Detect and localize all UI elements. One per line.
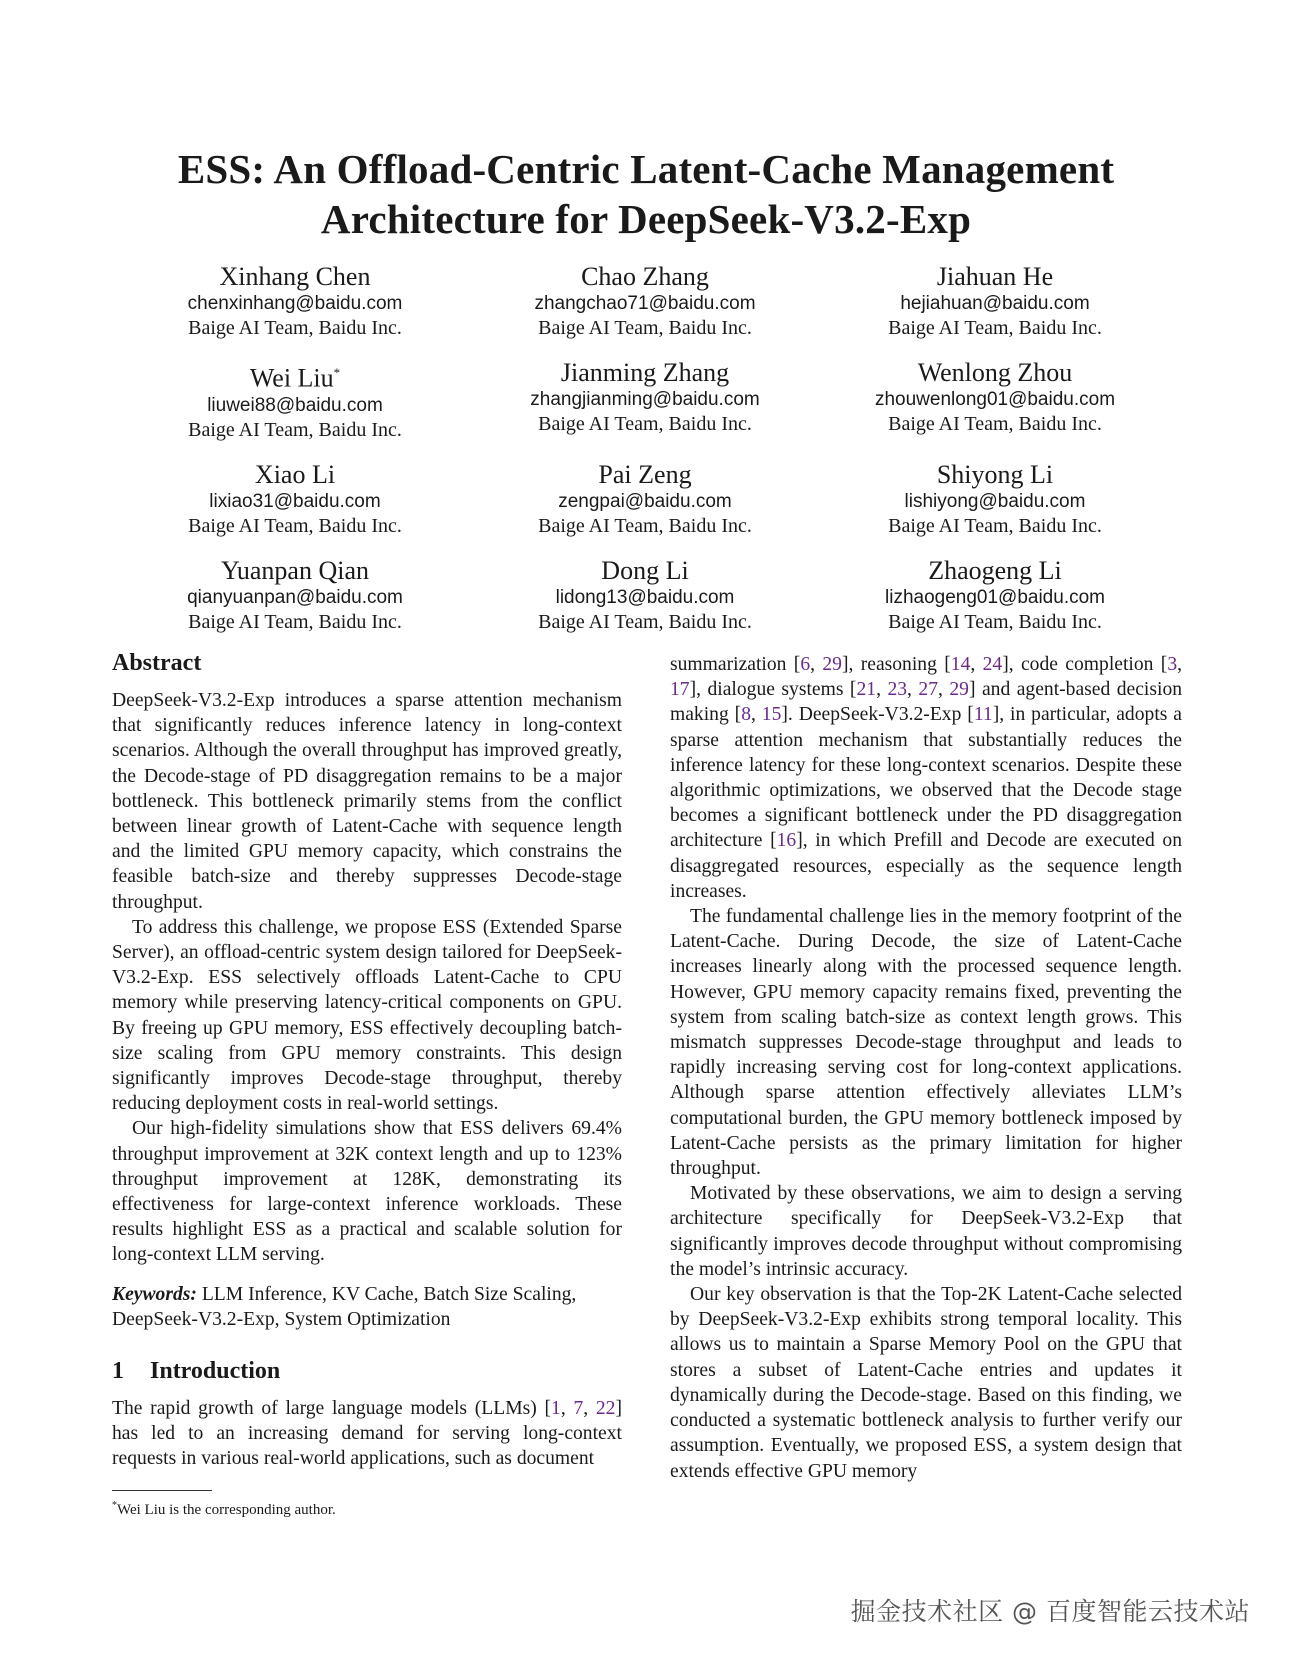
text-run: ]. DeepSeek-V3.2-Exp [ [781,704,974,726]
author-affiliation: Baige AI Team, Baidu Inc. [538,514,752,537]
intro-paragraph: The rapid growth of large language models (LLMs) [1, 7, 22] has led to an increasing demand for serving long-context requests in various real-world applications, such as document [112,1398,622,1470]
text-run: ], in which Prefill and Decode are executed on disaggregated resources, especially as the sequence length increases. [670,830,1182,902]
author-affiliation: Baige AI Team, Baidu Inc. [188,514,402,537]
author-affiliation: Baige AI Team, Baidu Inc. [538,413,752,435]
author-affiliation: Baige AI Team, Baidu Inc. [888,514,1102,537]
keywords-text: LLM Inference, KV Cache, Batch Size Scaling, DeepSeek-V3.2-Exp, System Optimization [112,1284,577,1331]
citation-link[interactable]: 11 [973,704,993,726]
text-run: ], reasoning [ [841,654,951,675]
text-run: ], dialogue systems [ [689,679,857,701]
footnote [112,1496,336,1520]
author-block [120,262,470,341]
author-block [470,460,820,539]
section-heading-introduction [112,1358,280,1385]
citation-link[interactable]: 16 [776,830,797,852]
citation-link[interactable]: 23 [887,679,908,701]
intro-paragraph: summarization [6, 29], reasoning [14, 24], code completion [3, 17], dialogue systems [21, 23, 27, 29] and agent-based decision making [8, 15]. DeepSeek-V3.2-Exp [11], in particular, adopts a sparse attention mechanism that substantially reduces the inference latency for these long-context scenarios. Despite these algorithmic optimizations, we observed that the Decode stage becomes a significant bottleneck under the PD disaggregation architecture [16], in which Prefill and Decode are executed on disaggregated resources, especially as the sequence length increases. [670,654,1183,902]
citation-link[interactable]: 21 [856,679,877,701]
author-block [820,460,1170,539]
abstract-paragraph: To address this challenge, we propose ESS (Extended Sparse Server), an offload-centric system design tailored for DeepSeek-V3.2-Exp. ESS selectively offloads Latent-Cache to CPU memory while preserving latency-critical components on GPU. By freeing up GPU memory, ESS effectively decoupling batch-size scaling from GPU memory constraints. This design significantly improves Decode-stage throughput, thereby reducing deployment costs in real-world settings. [112,916,622,1115]
author-email: lishiyong@baidu.com [904,490,1086,512]
author-list [120,262,1170,635]
author-email: chenxinhang@baidu.com [187,293,403,314]
author-name: Jiahuan He [936,262,1054,291]
author-block [120,460,470,539]
author-block [820,358,1170,443]
author-block [470,262,820,341]
footnote-mark: * [112,1500,117,1511]
author-affiliation: Baige AI Team, Baidu Inc. [888,413,1102,435]
intro-paragraph: The fundamental challenge lies in the memory footprint of the Latent-Cache. During Decode, the size of Latent-Cache increases linearly along with the processed sequence length. However, GPU memory capacity remains fixed, preventing the system from scaling batch-size as context length grows. This mismatch suppresses Decode-stage throughput and leads to rapidly increasing serving cost for long-context applications. Although sparse attention effectively alleviates LLM’s computational burden, the GPU memory bottleneck imposed by Latent-Cache persists as the primary limitation for higher throughput. [670,906,1182,1180]
citation-link[interactable]: 17 [670,679,690,701]
citation-link[interactable]: 27 [918,679,938,701]
citation-link[interactable]: 15 [761,704,782,726]
author-block [820,556,1170,635]
citation-link[interactable]: 24 [982,654,1003,675]
author-email: zhangjianming@baidu.com [530,389,760,410]
author-name: Shiyong Li [936,459,1054,489]
text-run: ] has led to an increasing demand for serving long-context requests in various real-world applications, such as document [112,1398,622,1470]
abstract-heading: Abstract [112,650,202,676]
author-email: zhouwenlong01@baidu.com [874,389,1116,410]
author-email: hejiahuan@baidu.com [900,293,1090,314]
author-block [820,262,1170,341]
intro-paragraph: Our key observation is that the Top-2K Latent-Cache selected by DeepSeek-V3.2-Exp exhibits strong temporal locality. This allows us to maintain a Sparse Memory Pool on the GPU that stores a subset of Latent-Cache entries and updates it dynamically during the Decode-stage. Based on this finding, we conducted a systematic bottleneck analysis to further verify our assumption. Eventually, we proposed ESS, a system design that extends effective GPU memory [670,1284,1182,1482]
citation-link[interactable]: 1 [551,1398,561,1419]
author-name-text: Wei Liu [249,363,334,393]
intro-left-column [112,1396,622,1472]
author-email: lidong13@baidu.com [555,586,735,608]
title-line-2: Architecture for DeepSeek-V3.2-Exp [320,196,972,242]
author-affiliation: Baige AI Team, Baidu Inc. [188,610,402,633]
author-email: zhangchao71@baidu.com [534,293,756,314]
author-name: Xinhang Chen [219,262,371,291]
section-title: Introduction [150,1358,281,1384]
abstract-paragraph: Our high-fidelity simulations show that ESS delivers 69.4% throughput improvement at 32K context length and up to 123% throughput improvement at 128K, demonstrating its effectiveness for large-context inference workloads. These results highlight ESS as a practical and scalable solution for long-context LLM serving. [112,1118,622,1266]
text-run: ], in particular, adopts a sparse attention mechanism that substantially reduces the inference latency for these long-context scenarios. Despite these algorithmic optimizations, we observed that the Decode stage becomes a significant bottleneck under the PD disaggregation architecture [ [670,704,1182,852]
author-name: Pai Zeng [598,459,692,489]
author-email: lizhaogeng01@baidu.com [885,586,1105,608]
intro-right-column [670,652,1182,1484]
footnote-divider [112,1490,212,1491]
author-block [470,358,820,443]
citation-link[interactable]: 3 [1167,654,1178,675]
author-name: Yuanpan Qian [220,555,369,585]
keywords-label: Keywords: [112,1284,197,1305]
author-name: Xiao Li [254,459,336,489]
watermark: 掘金技术社区 @ 百度智能云技术站 [850,1597,1250,1626]
text-run: The rapid growth of large language models (LLMs) [ [112,1398,552,1419]
author-email: qianyuanpan@baidu.com [187,586,403,608]
author-name: Wenlong Zhou [917,358,1073,387]
abstract-body [112,688,622,1268]
author-affiliation: Baige AI Team, Baidu Inc. [888,610,1102,633]
abstract-paragraph: DeepSeek-V3.2-Exp introduces a sparse attention mechanism that significantly reduces inference latency in long-context scenarios. Although the overall throughput has improved greatly, the Decode-stage of PD disaggregation remains to be a major bottleneck. This bottleneck primarily stems from the conflict between linear growth of Latent-Cache with sequence length and the limited GPU memory capacity, which constrains the feasible batch-size and thereby suppresses Decode-stage throughput. [112,690,622,913]
citation-link[interactable]: 6 [800,654,811,675]
author-name: Chao Zhang [581,262,709,291]
title-line-1: ESS: An Offload-Centric Latent-Cache Management [177,146,1115,192]
author-email: lixiao31@baidu.com [209,490,381,512]
author-email: liuwei88@baidu.com [207,394,383,416]
author-name: Dong Li [601,555,689,585]
citation-link[interactable]: 29 [949,679,969,701]
text-run: summarization [ [670,654,801,675]
author-affiliation: Baige AI Team, Baidu Inc. [888,317,1102,339]
corresponding-mark: * [333,365,341,380]
citation-link[interactable]: 22 [595,1398,616,1419]
author-block [470,556,820,635]
author-block [120,556,470,635]
citation-link[interactable]: 29 [822,654,842,675]
author-affiliation: Baige AI Team, Baidu Inc. [188,317,402,339]
section-number: 1 [112,1358,124,1384]
author-affiliation: Baige AI Team, Baidu Inc. [188,418,402,441]
text-run: ], code completion [ [1002,654,1168,675]
author-name: Jianming Zhang [560,358,730,387]
author-email: zengpai@baidu.com [558,490,732,512]
author-block [120,358,470,443]
footnote-text: Wei Liu is the corresponding author. [117,1502,336,1518]
paper-title [60,144,1232,244]
author-affiliation: Baige AI Team, Baidu Inc. [538,317,752,339]
author-affiliation: Baige AI Team, Baidu Inc. [538,610,752,633]
citation-link[interactable]: 14 [950,654,971,675]
author-name: Zhaogeng Li [928,555,1062,585]
citation-link[interactable]: 8 [741,704,751,726]
citation-link[interactable]: 7 [573,1398,584,1419]
text-run: ] and agent-based decision making [ [670,679,1183,726]
intro-paragraph: Motivated by these observations, we aim to design a serving architecture specifically for DeepSeek-V3.2-Exp that significantly improves decode throughput without compromising the model’s intrinsic accuracy. [670,1183,1182,1280]
author-name [120,358,470,393]
keywords [112,1282,622,1332]
